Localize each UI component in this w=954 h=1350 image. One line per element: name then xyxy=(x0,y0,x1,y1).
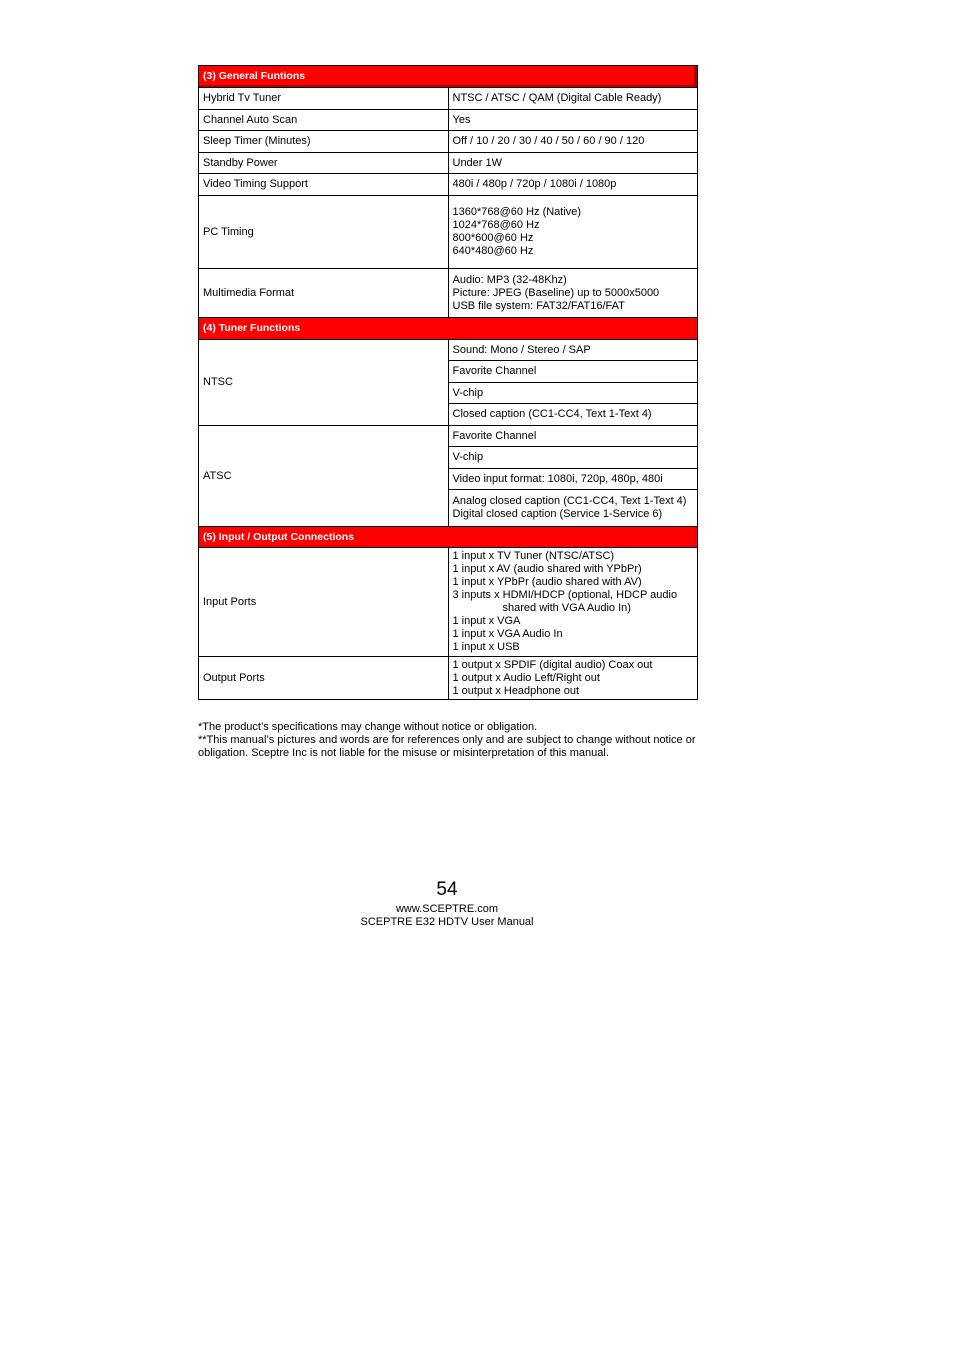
spec-value-line: 640*480@60 Hz xyxy=(452,245,534,257)
section-header-io xyxy=(199,527,698,548)
spec-label: Hybrid Tv Tuner xyxy=(199,88,449,110)
spec-value: V-chip xyxy=(448,383,698,404)
spec-label: NTSC xyxy=(199,340,449,426)
spec-value-line: 1 input x AV (audio shared with YPbPr) xyxy=(452,563,642,575)
table-row xyxy=(199,340,698,361)
spec-value xyxy=(448,174,698,196)
spec-label: Multimedia Format xyxy=(199,269,449,318)
disclaimer-note: *The product’s specifications may change without notice or obligation. xyxy=(198,721,538,733)
table-row xyxy=(199,269,698,318)
section-title: (5) Input / Output Connections xyxy=(199,527,698,548)
section-header-general xyxy=(199,66,698,88)
spec-label: Input Ports xyxy=(199,548,449,657)
spec-value xyxy=(448,657,698,700)
table-row xyxy=(199,174,698,196)
disclaimer-note: **This manual’s pictures and words are for references only and are subject to change without notice or obligation. Sceptre Inc is not liable for the misuse or misinterpretation of this manual. xyxy=(198,734,696,759)
spec-value xyxy=(448,269,698,318)
table-row xyxy=(199,88,698,110)
spec-label: ATSC xyxy=(199,426,449,527)
spec-value: Sound: Mono / Stereo / SAP xyxy=(448,340,698,361)
section-title: (4) Tuner Functions xyxy=(199,318,698,340)
spec-value-line: 800*600@60 Hz xyxy=(452,232,534,244)
spec-value-line: 1 output x SPDIF (digital audio) Coax out xyxy=(452,658,653,671)
spec-value-line: Off / 10 / 20 / 30 / 40 / 50 / 60 / 90 / 120 xyxy=(452,135,645,147)
spec-value-line: 1 input x TV Tuner (NTSC/ATSC) xyxy=(452,550,615,562)
spec-value xyxy=(448,110,698,131)
spec-label: Standby Power xyxy=(199,153,449,174)
table-row xyxy=(199,110,698,131)
spec-value: Favorite Channel xyxy=(448,361,698,383)
spec-value-line: 1 output x Headphone out xyxy=(452,684,580,697)
table-row xyxy=(199,548,698,657)
spec-value-line: Picture: JPEG (Baseline) up to 5000x5000 xyxy=(452,286,660,299)
footer-manual-title: SCEPTRE E32 HDTV User Manual xyxy=(360,916,534,928)
table-row xyxy=(199,426,698,447)
spec-value-line: 1 input x USB xyxy=(452,641,520,653)
spec-label: Channel Auto Scan xyxy=(199,110,449,131)
spec-value-line: 1024*768@60 Hz xyxy=(452,219,540,231)
spec-label: Output Ports xyxy=(199,657,449,700)
footer-url: www.SCEPTRE.com xyxy=(395,903,499,915)
spec-value-line: Under 1W xyxy=(452,156,503,169)
spec-value-line: USB file system: FAT32/FAT16/FAT xyxy=(452,299,625,312)
spec-value: V-chip xyxy=(448,447,698,469)
spec-value-line: 1360*768@60 Hz (Native) xyxy=(452,206,582,218)
page-number: 54 xyxy=(436,879,458,900)
spec-value-line: Yes xyxy=(452,113,471,126)
spec-label: Sleep Timer (Minutes) xyxy=(199,131,449,153)
spec-value-line: shared with VGA Audio In) xyxy=(502,602,631,614)
spec-value xyxy=(448,548,698,657)
spec-value-line: 1 input x VGA xyxy=(452,615,521,627)
spec-value xyxy=(448,131,698,153)
table-row xyxy=(199,657,698,700)
spec-value-line: 3 inputs x HDMI/HDCP (optional, HDCP audio xyxy=(452,589,678,601)
spec-value-line: 1 input x VGA Audio In xyxy=(452,628,563,640)
disclaimer-notes xyxy=(198,721,708,760)
section-header-tuner xyxy=(199,318,698,340)
spec-value-line: NTSC / ATSC / QAM (Digital Cable Ready) xyxy=(452,92,662,104)
table-row xyxy=(199,131,698,153)
spec-value-line: 1 output x Audio Left/Right out xyxy=(452,671,600,684)
spec-value: Video input format: 1080i, 720p, 480p, 480i xyxy=(448,469,698,490)
spec-table xyxy=(198,65,698,700)
spec-value-line: 1 input x YPbPr (audio shared with AV) xyxy=(452,576,642,588)
spec-value: Favorite Channel xyxy=(448,426,698,447)
table-row xyxy=(199,196,698,269)
section-title: (3) General Funtions xyxy=(199,66,698,88)
spec-value xyxy=(448,196,698,269)
spec-value: Closed caption (CC1-CC4, Text 1-Text 4) xyxy=(448,404,698,426)
spec-label: PC Timing xyxy=(199,196,449,269)
table-row xyxy=(199,153,698,174)
spec-value xyxy=(448,153,698,174)
spec-value-line: Audio: MP3 (32-48Khz) xyxy=(452,273,567,286)
spec-label: Video Timing Support xyxy=(199,174,449,196)
spec-value: Analog closed caption (CC1-CC4, Text 1-Text 4) Digital closed caption (Service 1-Service 6) xyxy=(448,490,698,527)
spec-value xyxy=(448,88,698,110)
spec-value-line: 480i / 480p / 720p / 1080i / 1080p xyxy=(452,178,617,190)
